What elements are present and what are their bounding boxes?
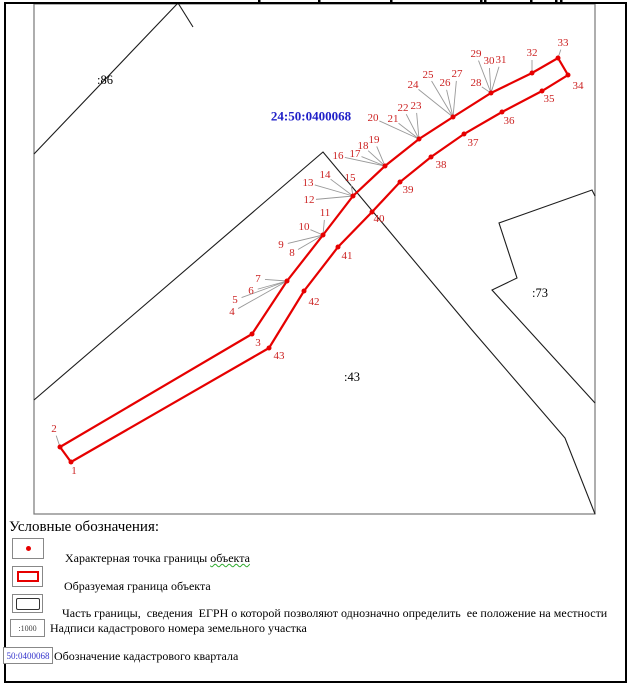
- point-label-8: 8: [289, 247, 295, 259]
- point-label-33: 33: [557, 37, 569, 49]
- legend-label-cadastral-number: Надписи кадастрового номера земельного участка: [50, 621, 307, 635]
- parcel-label: :43: [344, 370, 360, 384]
- legend-symbol-cadastral-number: :1000: [10, 619, 45, 637]
- point-label-37: 37: [467, 137, 479, 149]
- legend-label-quarter-designation: Обозначение кадастрового квартала: [54, 649, 239, 663]
- point-label-29: 29: [470, 48, 482, 60]
- point-label-22: 22: [397, 102, 409, 114]
- legend-label-boundary-point-text: Характерная точка границы: [65, 551, 211, 565]
- legend-symbol-formed-boundary: [12, 566, 43, 587]
- red-point-icon: [26, 546, 31, 551]
- boundary-point: [302, 289, 307, 294]
- cropped-title-fragment: [390, 0, 393, 3]
- point-label-17: 17: [349, 148, 361, 160]
- point-label-13: 13: [302, 177, 314, 189]
- cropped-title-fragment: [530, 0, 533, 3]
- boundary-point: [321, 233, 326, 238]
- boundary-point: [451, 115, 456, 120]
- cropped-title-fragment: [484, 0, 487, 3]
- boundary-point: [530, 71, 535, 76]
- point-label-40: 40: [373, 213, 385, 225]
- legend-label-spellcheck-word: объекта: [210, 551, 250, 565]
- boundary-point: [500, 110, 505, 115]
- boundary-point: [462, 132, 467, 137]
- boundary-point: [556, 56, 561, 61]
- egrn-boundary-line: [34, 3, 193, 154]
- point-label-15: 15: [344, 172, 356, 184]
- callout-line: [453, 81, 456, 117]
- boundary-point: [69, 460, 74, 465]
- point-label-21: 21: [387, 113, 399, 125]
- legend-symbol-quarter-designation: 50:0400068: [3, 647, 53, 664]
- point-label-24: 24: [407, 79, 419, 91]
- callout-line: [368, 151, 385, 166]
- point-label-4: 4: [229, 306, 235, 318]
- quarter-number-label: 24:50:0400068: [270, 108, 352, 124]
- point-label-16: 16: [332, 150, 344, 162]
- egrn-boundary-line: [34, 152, 595, 514]
- point-label-35: 35: [543, 93, 555, 105]
- legend-label-formed-boundary: Образуемая граница объекта: [64, 579, 211, 593]
- legend: [0, 517, 631, 692]
- point-label-38: 38: [435, 159, 447, 171]
- point-label-41: 41: [341, 250, 353, 262]
- callout-line: [265, 279, 287, 281]
- black-boundary-icon: [16, 598, 40, 610]
- boundary-point: [285, 279, 290, 284]
- point-label-19: 19: [368, 134, 380, 146]
- point-label-20: 20: [367, 112, 379, 124]
- cropped-title-fragment: [258, 0, 261, 3]
- point-label-5: 5: [232, 294, 238, 306]
- red-boundary-icon: [17, 571, 39, 582]
- legend-label-boundary-point: [65, 550, 250, 566]
- boundary-point: [489, 91, 494, 96]
- point-label-7: 7: [255, 273, 261, 285]
- point-label-36: 36: [503, 115, 515, 127]
- boundary-point: [267, 346, 272, 351]
- legend-symbol-boundary-point: [12, 538, 44, 559]
- boundary-point: [566, 73, 571, 78]
- point-label-14: 14: [319, 169, 331, 181]
- point-label-42: 42: [308, 296, 320, 308]
- parcel-label: :73: [532, 286, 548, 300]
- cropped-title-fragment: [480, 0, 483, 3]
- legend-label-egrn-boundary: Часть границы, сведения ЕГРН о которой позволяют однозначно определить ее положение на местности: [62, 606, 608, 620]
- point-label-6: 6: [248, 285, 254, 297]
- boundary-point: [250, 332, 255, 337]
- parcel-label: :86: [97, 73, 113, 87]
- cropped-title-fragment: [318, 0, 321, 3]
- point-label-30: 30: [483, 55, 495, 67]
- point-label-9: 9: [278, 239, 284, 251]
- legend-header: Условные обозначения:: [9, 519, 160, 535]
- point-label-26: 26: [439, 77, 451, 89]
- cropped-title-fragment: [560, 0, 563, 3]
- point-label-31: 31: [495, 54, 507, 66]
- callout-line: [298, 235, 323, 249]
- point-label-25: 25: [422, 69, 434, 81]
- point-label-39: 39: [402, 184, 414, 196]
- point-label-10: 10: [298, 221, 310, 233]
- point-label-34: 34: [572, 80, 584, 92]
- boundary-point: [351, 194, 356, 199]
- callout-line: [238, 281, 287, 309]
- point-label-3: 3: [255, 337, 261, 349]
- point-label-23: 23: [410, 100, 422, 112]
- callout-line: [316, 196, 353, 199]
- point-label-11: 11: [319, 207, 331, 219]
- boundary-point: [417, 137, 422, 142]
- boundary-point: [58, 445, 63, 450]
- point-label-2: 2: [51, 423, 57, 435]
- legend-symbol-egrn-boundary: [12, 594, 43, 613]
- cropped-title-fragment: [555, 0, 558, 3]
- boundary-point: [429, 155, 434, 160]
- boundary-point: [383, 164, 388, 169]
- point-label-28: 28: [470, 77, 482, 89]
- point-label-43: 43: [273, 350, 285, 362]
- point-label-27: 27: [451, 68, 463, 80]
- callout-line: [315, 185, 353, 196]
- point-label-32: 32: [526, 47, 538, 59]
- point-label-12: 12: [303, 194, 315, 206]
- boundary-point: [336, 245, 341, 250]
- point-label-1: 1: [71, 465, 77, 477]
- point-label-18: 18: [357, 140, 369, 152]
